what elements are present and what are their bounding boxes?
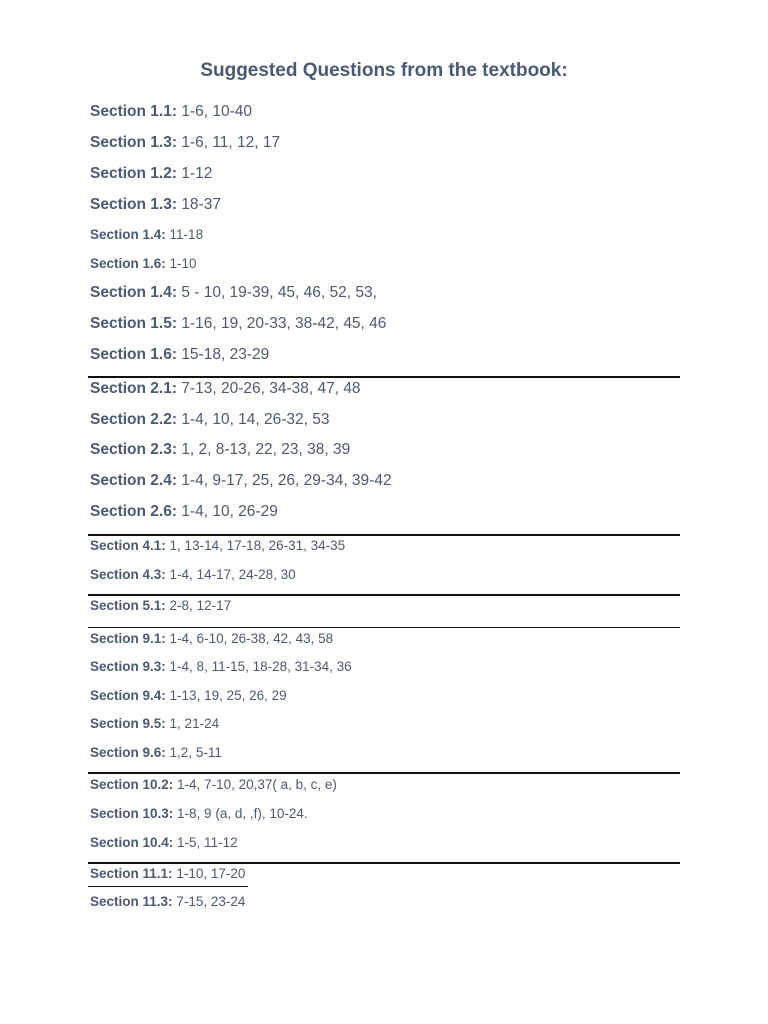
section-questions: 1-8, 9 (a, d, ,f), 10-24.: [177, 806, 308, 821]
list-item: [90, 632, 333, 646]
section-label: Section 2.6:: [90, 503, 177, 520]
section-label: Section 9.1:: [90, 631, 166, 646]
section-label: Section 1.2:: [90, 165, 177, 182]
section-questions: 1-16, 19, 20-33, 38-42, 45, 46: [181, 315, 387, 332]
section-questions: 1-4, 7-10, 20,37( a, b, c, e): [177, 777, 337, 792]
section-divider: [88, 772, 680, 774]
section-label: Section 9.5:: [90, 716, 166, 731]
section-label: Section 1.4:: [90, 227, 166, 242]
section-questions: 5 - 10, 19-39, 45, 46, 52, 53,: [181, 284, 377, 301]
list-item: [90, 412, 330, 428]
section-label: Section 2.4:: [90, 472, 177, 489]
section-questions: 18-37: [181, 196, 221, 213]
section-label: Section 1.6:: [90, 346, 177, 363]
list-item: [90, 473, 392, 489]
section-questions: 1-4, 14-17, 24-28, 30: [169, 567, 296, 582]
section-questions: 1, 21-24: [169, 716, 220, 731]
section-questions: 1-4, 9-17, 25, 26, 29-34, 39-42: [181, 472, 392, 489]
section-label: Section 5.1:: [90, 598, 166, 613]
section-questions: 1,2, 5-11: [169, 745, 222, 760]
section-questions: 1-12: [181, 165, 213, 182]
list-item: [90, 746, 222, 760]
section-label: Section 1.3:: [90, 134, 177, 151]
section-label: Section 2.3:: [90, 441, 177, 458]
section-questions: 1-4, 10, 14, 26-32, 53: [181, 411, 330, 428]
section-divider: [88, 627, 680, 628]
list-item: [90, 257, 197, 271]
list-item: [90, 197, 221, 213]
list-item: [90, 442, 350, 458]
section-questions: 1-4, 6-10, 26-38, 42, 43, 58: [169, 631, 334, 646]
section-label: Section 2.1:: [90, 380, 177, 397]
section-questions: 1-4, 8, 11-15, 18-28, 31-34, 36: [169, 659, 352, 674]
list-item: [90, 166, 212, 182]
page-title: Suggested Questions from the textbook:: [200, 60, 568, 81]
list-item: [90, 347, 269, 363]
section-questions: 1-10, 17-20: [176, 866, 246, 881]
section-questions: 7-13, 20-26, 34-38, 47, 48: [181, 380, 361, 397]
list-item: [90, 778, 337, 792]
list-item: [90, 689, 287, 703]
section-questions: 2-8, 12-17: [169, 598, 232, 613]
list-item: [90, 539, 345, 553]
section-divider: [88, 886, 248, 887]
section-questions: 1, 2, 8-13, 22, 23, 38, 39: [181, 441, 351, 458]
section-label: Section 4.3:: [90, 567, 166, 582]
list-item: [90, 599, 231, 613]
section-label: Section 10.2:: [90, 777, 174, 792]
section-questions: 1-10: [169, 256, 197, 271]
list-item: [90, 381, 361, 397]
section-label: Section 1.5:: [90, 315, 177, 332]
section-label: Section 10.4:: [90, 835, 174, 850]
section-questions: 11-18: [169, 227, 204, 242]
section-label: Section 1.6:: [90, 256, 166, 271]
section-label: Section 1.3:: [90, 196, 177, 213]
section-divider: [88, 376, 680, 378]
section-label: Section 9.6:: [90, 745, 166, 760]
section-label: Section 2.2:: [90, 411, 177, 428]
section-questions: 1-6, 10-40: [181, 103, 252, 120]
list-item: [90, 807, 308, 821]
section-label: Section 1.1:: [90, 103, 177, 120]
list-item: [90, 104, 252, 120]
section-divider: [88, 594, 680, 596]
section-label: Section 9.4:: [90, 688, 166, 703]
section-label: Section 10.3:: [90, 806, 174, 821]
section-questions: 1-5, 11-12: [177, 835, 238, 850]
section-divider: [88, 534, 680, 536]
list-item: [90, 660, 352, 674]
list-item: [90, 316, 386, 332]
section-questions: 7-15, 23-24: [176, 894, 246, 909]
section-questions: 1, 13-14, 17-18, 26-31, 34-35: [169, 538, 346, 553]
list-item: [90, 717, 219, 731]
list-item: [90, 568, 296, 582]
section-questions: 15-18, 23-29: [181, 346, 270, 363]
section-label: Section 1.4:: [90, 284, 177, 301]
section-questions: 1-13, 19, 25, 26, 29: [169, 688, 287, 703]
section-label: Section 11.3:: [90, 894, 173, 909]
list-item: [90, 504, 278, 520]
list-item: [90, 836, 238, 850]
list-item: [90, 228, 203, 242]
list-item: [90, 285, 377, 301]
section-label: Section 11.1:: [90, 866, 173, 881]
section-label: Section 4.1:: [90, 538, 166, 553]
list-item: [90, 135, 280, 151]
list-item: [90, 895, 245, 909]
section-questions: 1-4, 10, 26-29: [181, 503, 278, 520]
list-item: [90, 867, 245, 881]
section-questions: 1-6, 11, 12, 17: [181, 134, 281, 151]
section-divider: [88, 862, 680, 864]
section-label: Section 9.3:: [90, 659, 166, 674]
